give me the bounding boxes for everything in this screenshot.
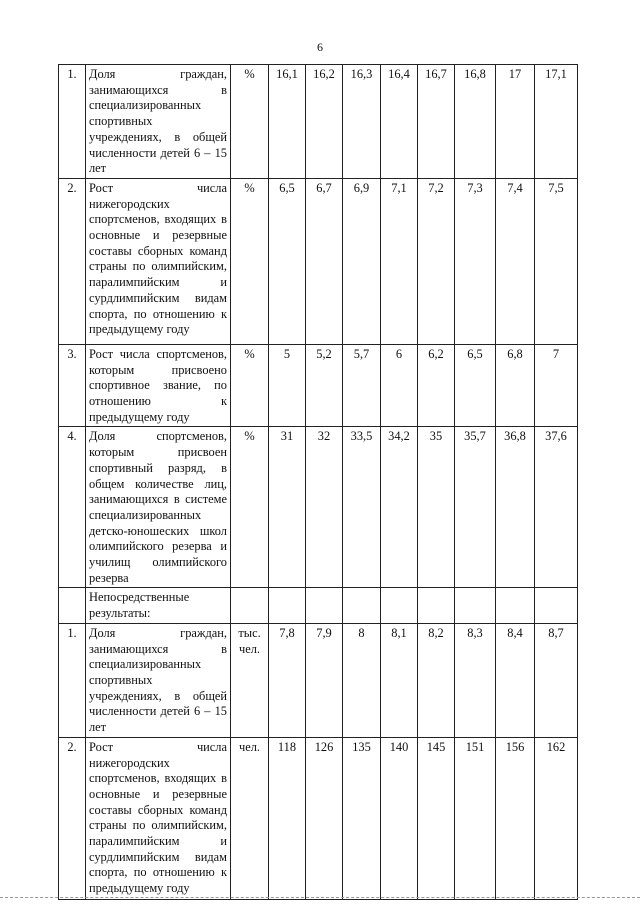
indicator-description: Доля граждан, занимающихся в специализированных спортивных учреждениях, в общей численности детей 6 – 15 лет	[86, 65, 231, 179]
value-cell: 17,1	[535, 65, 578, 179]
value-cell: 6,8	[496, 344, 535, 427]
value-cell: 145	[418, 737, 455, 899]
row-number: 3.	[59, 344, 86, 427]
indicator-description: Доля граждан, занимающихся в специализированных спортивных учреждениях, в общей численности детей 6 – 15 лет	[86, 623, 231, 737]
value-cell: 36,8	[496, 427, 535, 588]
row-number: 1.	[59, 623, 86, 737]
row-number	[59, 588, 86, 623]
value-cell: 5,2	[306, 344, 343, 427]
value-cell: 8,2	[418, 623, 455, 737]
value-cell: 16,3	[343, 65, 381, 179]
unit-cell: чел.	[231, 737, 269, 899]
value-cell: 118	[269, 737, 306, 899]
value-cell: 135	[343, 737, 381, 899]
value-cell: 16,7	[418, 65, 455, 179]
table-row	[59, 737, 578, 899]
table-row	[59, 344, 578, 427]
unit-cell: %	[231, 427, 269, 588]
value-cell: 6,2	[418, 344, 455, 427]
row-number: 2.	[59, 178, 86, 344]
table-row	[59, 623, 578, 737]
value-cell: 16,4	[381, 65, 418, 179]
value-cell: 6,9	[343, 178, 381, 344]
value-cell: 35	[418, 427, 455, 588]
value-cell: 5,7	[343, 344, 381, 427]
row-number: 4.	[59, 427, 86, 588]
value-cell: 6,7	[306, 178, 343, 344]
value-cell: 17	[496, 65, 535, 179]
value-cell: 7,8	[269, 623, 306, 737]
value-cell: 6,5	[455, 344, 496, 427]
page-number: 6	[317, 40, 323, 54]
value-cell: 31	[269, 427, 306, 588]
value-cell: 7,2	[418, 178, 455, 344]
section-heading: Непосредственные результаты:	[86, 588, 231, 623]
indicator-description: Рост числа спортсменов, которым присвоено спортивное звание, по отношению к предыдущему году	[86, 344, 231, 427]
value-cell: 16,1	[269, 65, 306, 179]
value-cell: 34,2	[381, 427, 418, 588]
value-cell: 7,4	[496, 178, 535, 344]
value-cell: 7,3	[455, 178, 496, 344]
value-cell	[343, 588, 381, 623]
value-cell	[535, 588, 578, 623]
value-cell	[496, 588, 535, 623]
value-cell	[381, 588, 418, 623]
value-cell: 8,7	[535, 623, 578, 737]
value-cell: 8	[343, 623, 381, 737]
value-cell: 162	[535, 737, 578, 899]
unit-cell	[231, 588, 269, 623]
value-cell: 7,1	[381, 178, 418, 344]
value-cell: 8,3	[455, 623, 496, 737]
indicator-description: Рост числа нижегородских спортсменов, входящих в основные и резервные составы сборных команд страны по олимпийским, паралимпийским и сурдлимпийским видам спорта, по отношению к предыдущему году	[86, 737, 231, 899]
value-cell: 37,6	[535, 427, 578, 588]
unit-cell: %	[231, 65, 269, 179]
value-cell: 8,1	[381, 623, 418, 737]
row-number: 2.	[59, 737, 86, 899]
value-cell	[269, 588, 306, 623]
value-cell: 32	[306, 427, 343, 588]
value-cell: 16,2	[306, 65, 343, 179]
value-cell: 126	[306, 737, 343, 899]
value-cell	[418, 588, 455, 623]
value-cell: 7	[535, 344, 578, 427]
indicator-description: Рост числа нижегородских спортсменов, входящих в основные и резервные составы сборных команд страны по олимпийским, паралимпийским и сурдлимпийским видам спорта, по отношению к предыдущему году	[86, 178, 231, 344]
unit-cell: %	[231, 344, 269, 427]
table-row	[59, 427, 578, 588]
value-cell: 7,5	[535, 178, 578, 344]
value-cell: 5	[269, 344, 306, 427]
value-cell	[455, 588, 496, 623]
row-number: 1.	[59, 65, 86, 179]
value-cell: 8,4	[496, 623, 535, 737]
indicators-table	[58, 64, 578, 900]
value-cell	[306, 588, 343, 623]
value-cell: 33,5	[343, 427, 381, 588]
value-cell: 16,8	[455, 65, 496, 179]
value-cell: 35,7	[455, 427, 496, 588]
value-cell: 151	[455, 737, 496, 899]
value-cell: 156	[496, 737, 535, 899]
unit-cell: тыс. чел.	[231, 623, 269, 737]
indicator-description: Доля спортсменов, которым присвоен спортивный разряд, в общем количестве лиц, занимающихся в системе специализированных детско-юношеских школ олимпийского резерва и училищ олимпийского резерва	[86, 427, 231, 588]
value-cell: 7,9	[306, 623, 343, 737]
table-row	[59, 178, 578, 344]
value-cell: 140	[381, 737, 418, 899]
value-cell: 6,5	[269, 178, 306, 344]
value-cell: 6	[381, 344, 418, 427]
table-row	[59, 65, 578, 179]
table-row	[59, 588, 578, 623]
page-bottom-border	[0, 897, 640, 898]
unit-cell: %	[231, 178, 269, 344]
